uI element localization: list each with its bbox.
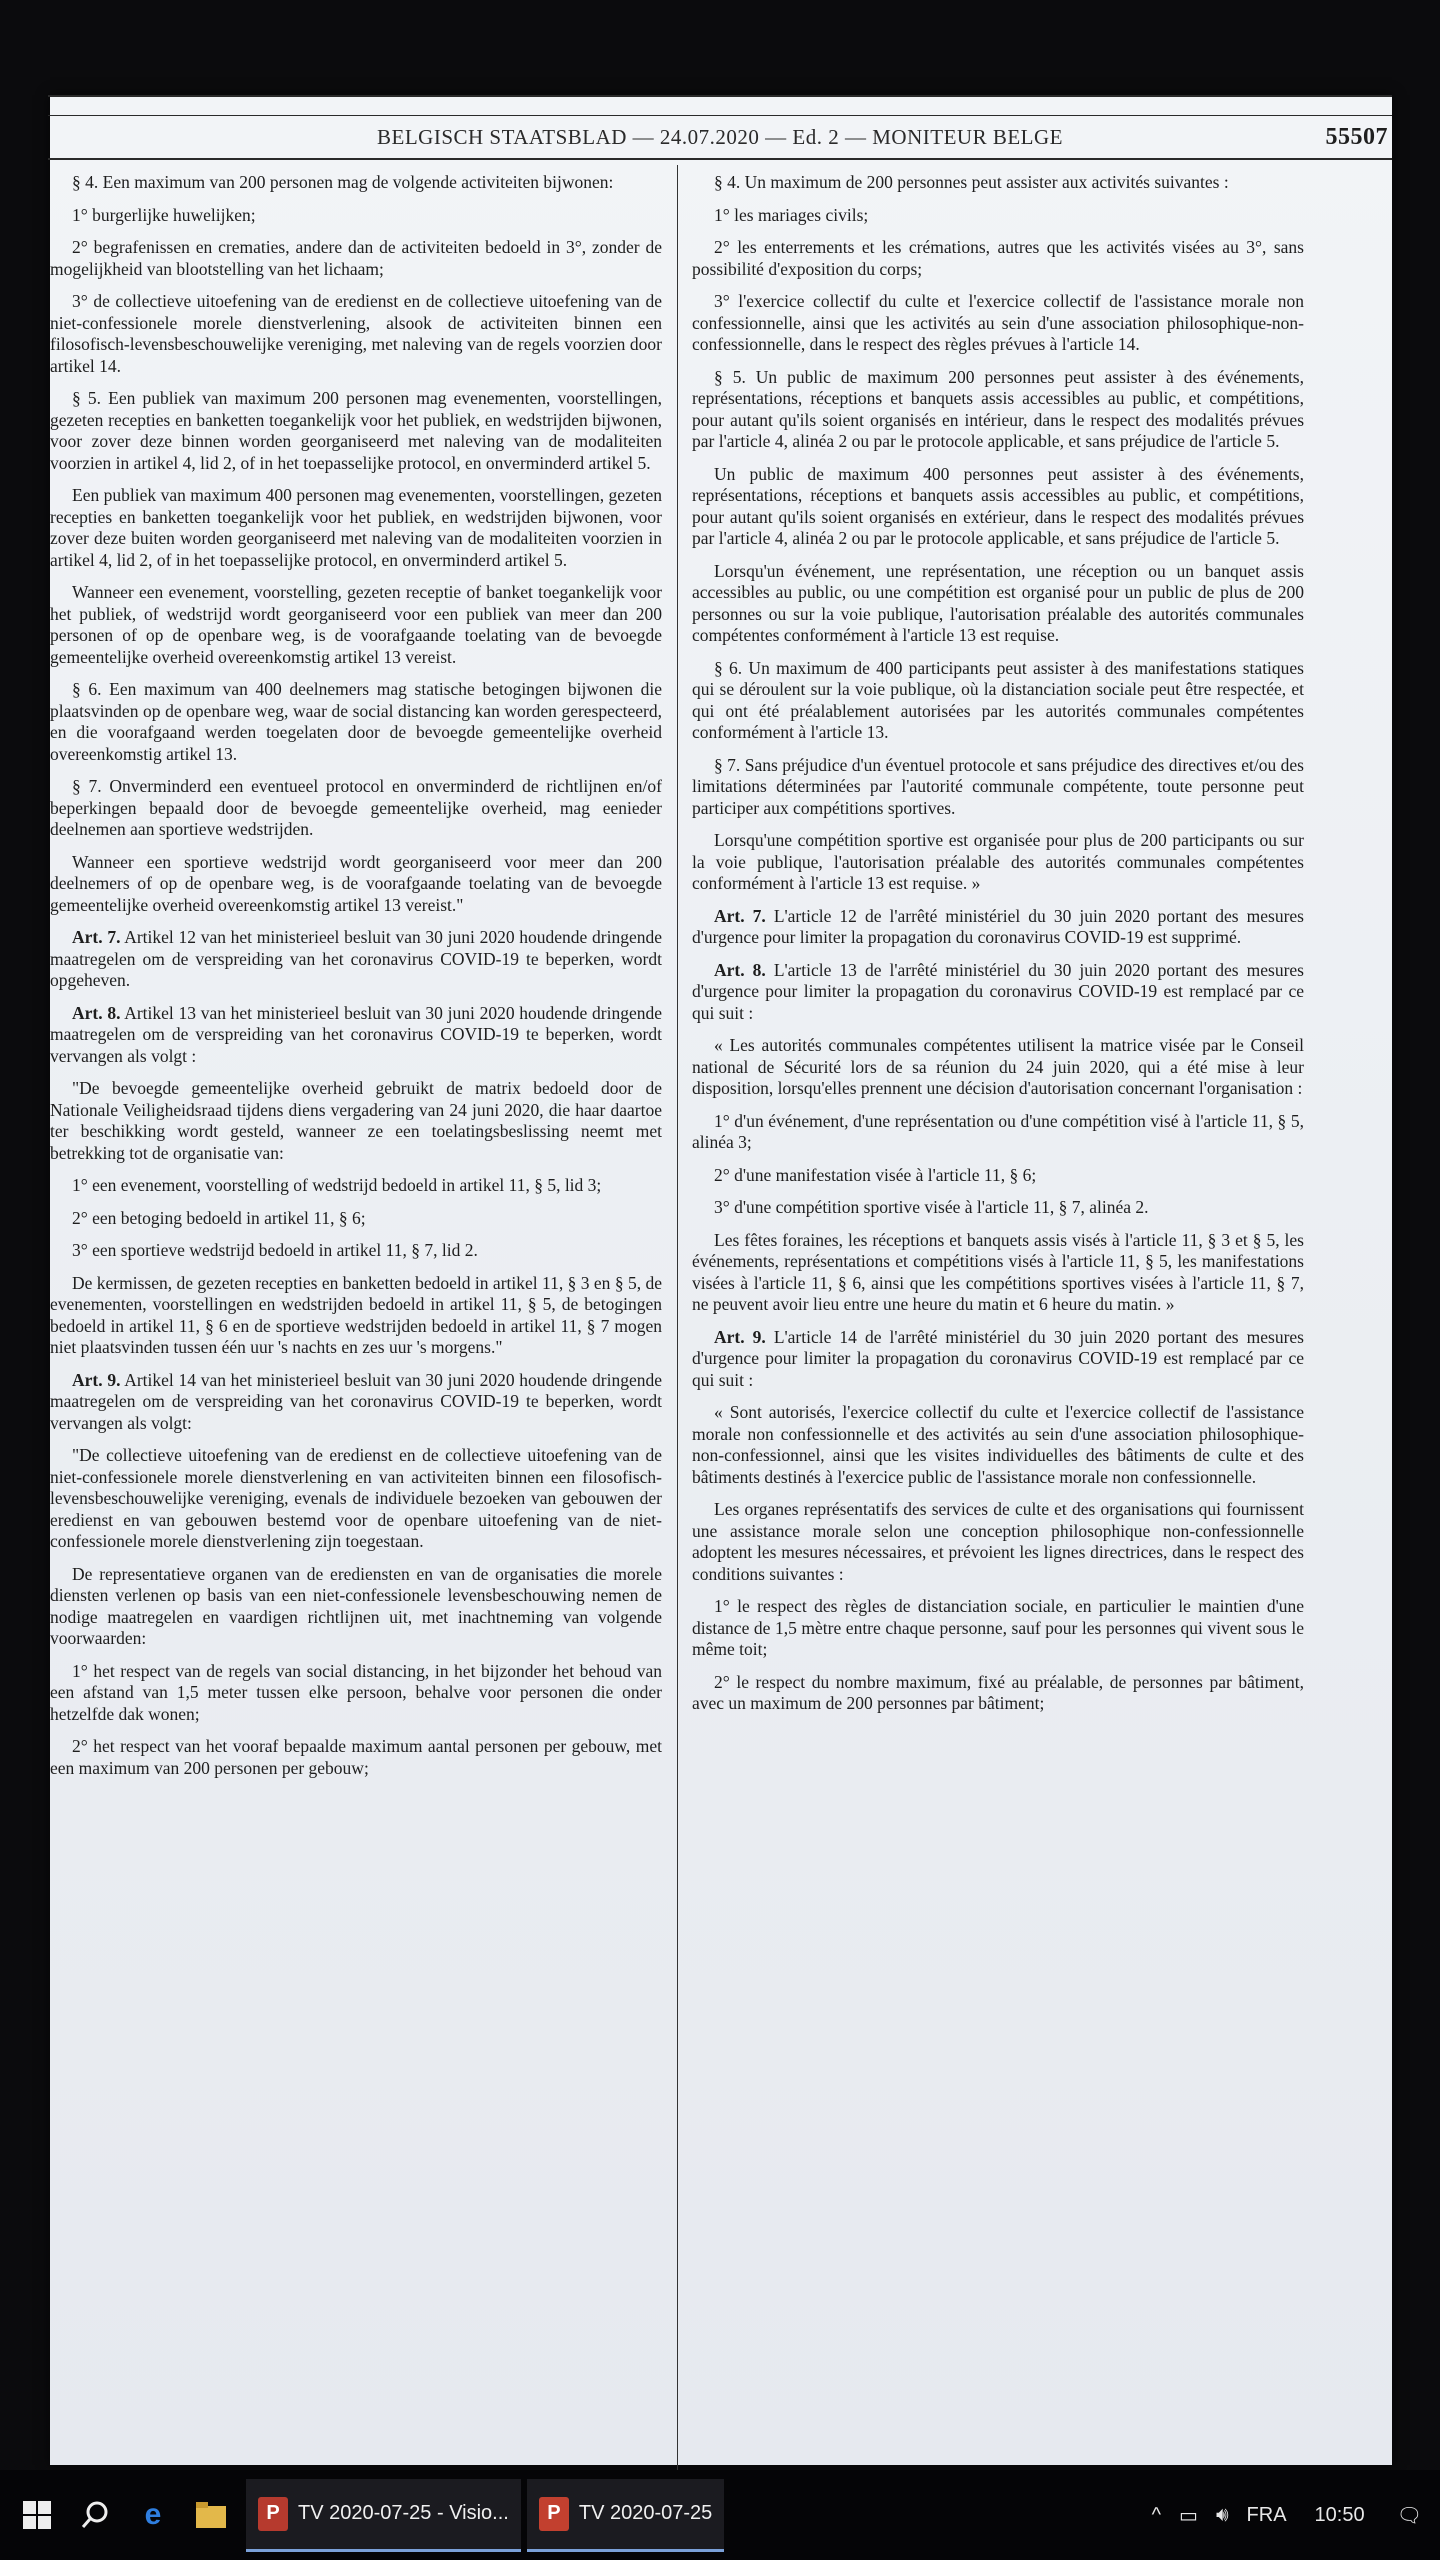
paragraph: 3° een sportieve wedstrijd bedoeld in artikel 11, § 7, lid 2.: [72, 1240, 478, 1260]
paragraph: Wanneer een evenement, voorstelling, gezeten receptie of banket toegankelijk voor het publiek, of wedstrijd wordt georganiseerd voor een publiek van meer dan 200 personen of op de openbare weg, is de voorafgaande toelating van de bevoegde gemeentelijke overheid overeenkomstig artikel 13 vereist.: [50, 582, 662, 667]
notification-icon[interactable]: 🗨︎: [1396, 2504, 1422, 2527]
paragraph: « Les autorités communales compétentes utilisent la matrice visée par le Conseil national de Sécurité lors de sa réunion du 24 juin 2020, qui a été mise à leur disposition, lorsqu'elles prennent une décision d'autorisation concernant l'organisation :: [692, 1035, 1304, 1098]
windows-start-icon[interactable]: [8, 2486, 66, 2544]
taskbar-app-button[interactable]: [246, 2479, 521, 2552]
paragraph: § 6. Een maximum van 400 deelnemers mag statische betogingen bijwonen die plaatsvinden op de openbare weg, waar de social distancing kan worden gerespecteerd, en die voorafgaand werden toegelaten door de bevoegde gemeentelijke overheid overeenkomstig artikel 13.: [50, 679, 662, 764]
paragraph: Lorsqu'une compétition sportive est organisée pour plus de 200 participants ou sur la voie publique, l'autorisation préalable des autorités communales compétentes conformément à l'article 13 est requise. »: [692, 830, 1304, 893]
paragraph: Un public de maximum 400 personnes peut assister à des événements, représentations, réceptions et banquets assis accessibles au public, et compétitions, pour autant qu'ils soient organisés en extérieur, dans le respect des modalités prévues par l'article 4, alinéa 2 ou par le protocole applicable, et sans préjudice de l'article 5.: [692, 463, 1304, 548]
app-label: TV 2020-07-25 - Visio...: [298, 2502, 509, 2524]
paragraph: 3° de collectieve uitoefening van de eredienst en de collectieve uitoefening van de niet-confessionele morele dienstverlening, alsook de activiteiten binnen een filosofisch-levensbeschouwelijke vereniging, met naleving van de regels voorzien door artikel 14.: [50, 291, 662, 376]
volume-icon[interactable]: 🔊︎: [1215, 2503, 1229, 2526]
paragraph: 3° d'une compétition sportive visée à l'article 11, § 7, alinéa 2.: [714, 1197, 1149, 1217]
paragraph: Art. 7. L'article 12 de l'arrêté ministériel du 30 juin 2020 portant des mesures d'urgence pour limiter la propagation du coronavirus COVID-19 est supprimé.: [692, 905, 1304, 947]
paragraph: 3° l'exercice collectif du culte et l'exercice collectif de l'assistance morale non confessionnelle, ainsi que les activités au sein d'une association philosophique-non-confessionnelle, dans le respect des règles prévues à l'article 14.: [692, 291, 1304, 354]
french-column: [692, 172, 1304, 1726]
taskbar-app-button[interactable]: [527, 2479, 724, 2552]
app-label: TV 2020-07-25: [578, 2502, 713, 2524]
paragraph: Een publiek van maximum 400 personen mag evenementen, voorstellingen, gezeten recepties en banketten toegankelijk voor het publiek, en wedstrijden bijwonen, voor zover deze buiten worden georganiseerd met naleving van de modaliteiten voorzien in artikel 4, lid 2, of in het toepasselijke protocol, en onverminderd artikel 5.: [50, 485, 662, 570]
language-indicator[interactable]: FRA: [1246, 2503, 1287, 2526]
file-explorer-icon[interactable]: [182, 2486, 240, 2544]
header-title: BELGISCH STAATSBLAD — 24.07.2020 — Ed. 2 — MONITEUR BELGE: [377, 124, 1063, 149]
paragraph: 1° le respect des règles de distanciation sociale, en particulier le maintien d'une distance de 1,5 mètre entre chaque personne, sauf pour les personnes qui vivent sous le même toit;: [692, 1596, 1304, 1659]
column-separator: [677, 165, 678, 2525]
paragraph: Art. 7. Artikel 12 van het ministerieel besluit van 30 juni 2020 houdende dringende maatregelen om de verspreiding van het coronavirus COVID-19 te beperken, wordt opgeheven.: [50, 927, 663, 990]
paragraph: 1° burgerlijke huwelijken;: [72, 204, 256, 225]
paragraph: Les fêtes foraines, les réceptions et banquets assis visés à l'article 11, § 3 et § 5, les événements, représentations et compétitions visés à l'article 11, § 5, les manifestations visées à l'article 11, § 6, ainsi que les compétitions sportives visées à l'article 11, § 7, ne peuvent avoir lieu entre une heure du matin et 6 heure du matin. »: [692, 1229, 1304, 1314]
paragraph: Art. 8. L'article 13 de l'arrêté ministériel du 30 juin 2020 portant des mesures d'urgence pour limiter la propagation du coronavirus COVID-19 est remplacé par ce qui suit :: [692, 959, 1304, 1023]
paragraph: § 5. Un public de maximum 200 personnes peut assister à des événements, représentations, réceptions et banquets assis accessibles au public, et compétitions, pour autant qu'ils soient organisés en intérieur, dans le respect des modalités prévues par l'article 4, alinéa 2 ou par le protocole applicable, et sans préjudice de l'article 5.: [692, 366, 1304, 451]
edge-browser-icon[interactable]: e: [144, 2498, 162, 2531]
paragraph: § 7. Sans préjudice d'un éventuel protocole et sans préjudice des directives et/ou des limitations déterminées par l'autorité communale compétente, toute personne peut participer aux compétitions sportives.: [692, 754, 1304, 818]
paragraph: 2° begrafenissen en crematies, andere dan de activiteiten bedoeld in 3°, zonder de mogelijkheid van blootstelling van het lichaam;: [50, 237, 662, 279]
network-icon[interactable]: ▭: [1179, 2504, 1198, 2527]
app-icon: P: [539, 2497, 569, 2531]
dutch-column: [50, 172, 662, 1790]
paragraph: Art. 8. Artikel 13 van het ministerieel besluit van 30 juni 2020 houdende dringende maatregelen om de verspreiding van het coronavirus COVID-19 te beperken, wordt vervangen als volgt :: [50, 1002, 663, 1066]
top-rule: [48, 95, 1392, 97]
paragraph: "De collectieve uitoefening van de eredienst en de collectieve uitoefening van de niet-confessionele morele dienstverlening en van activiteiten binnen een filosofisch-levensbeschouwelijke vereniging, evenals de individuele bezoeken van gebouwen der eredienst en van gebouwen bestemd voor de openbare uitoefening van de niet-confessionele morele dienstverlening zijn toegestaan.: [50, 1445, 662, 1551]
app-icon: P: [258, 2497, 288, 2531]
search-icon[interactable]: [66, 2486, 124, 2544]
paragraph: § 7. Onverminderd een eventueel protocol en onverminderd de richtlijnen en/of beperkingen bepaald door de bevoegde gemeentelijke overheid, mag eenieder deelnemen aan sportieve wedstrijden.: [50, 776, 662, 839]
paragraph: 1° les mariages civils;: [714, 204, 869, 225]
paragraph: 1° het respect van de regels van social distancing, in het bijzonder het behoud van een afstand van 1,5 meter tussen elke persoon, behalve voor personen die onder hetzelfde dak wonen;: [50, 1660, 662, 1724]
top-rule-thin: [48, 115, 1392, 116]
page-number: 55507: [1325, 123, 1388, 150]
header-rule: [48, 158, 1392, 160]
clock[interactable]: 10:50: [1314, 2503, 1365, 2526]
tray-chevron-icon[interactable]: ^: [1151, 2503, 1162, 2526]
paragraph: « Sont autorisés, l'exercice collectif du culte et l'exercice collectif de l'assistance morale non confessionnelle et des activités au sein d'une association philosophique-non-confessionnel, ainsi que les visites individuelles des bâtiments de culte et des bâtiments destinés à l'exercice public de l'assistance morale non confessionnelle.: [692, 1402, 1304, 1487]
paragraph: 1° een evenement, voorstelling of wedstrijd bedoeld in artikel 11, § 5, lid 3;: [72, 1175, 602, 1195]
paragraph: De representatieve organen van de erediensten en van de organisaties die morele diensten verlenen op basis van een niet-confessionele levensbeschouwing nemen de nodige maatregelen en vaardigen richtlijnen uit, met inachtneming van volgende voorwaarden:: [50, 1563, 662, 1648]
page-header: [48, 118, 1392, 156]
paragraph: De kermissen, de gezeten recepties en banketten bedoeld in artikel 11, § 3 en § 5, de evenementen, voorstellingen en wedstrijden bedoeld in artikel 11, § 5, de betogingen bedoeld in artikel 11, § 6 en de sportieve wedstrijden bedoeld in artikel 11, § 7 mogen niet plaatsvinden tussen één uur 's nachts en zes uur 's morgens.": [50, 1272, 662, 1357]
paragraph: Lorsqu'un événement, une représentation, une réception ou un banquet assis accessibles au public, ou une compétition est organisé pour un public de plus de 200 personnes ou sur la voie publique, l'autorisation préalable des autorités communales compétentes conformément à l'article 13 est requise.: [692, 560, 1304, 645]
paragraph: 2° d'une manifestation visée à l'article 11, § 6;: [714, 1164, 1037, 1185]
paragraph: § 4. Een maximum van 200 personen mag de volgende activiteiten bijwonen:: [72, 172, 614, 192]
paragraph: "De bevoegde gemeentelijke overheid gebruikt de matrix bedoeld door de Nationale Veiligheidsraad tijdens diens vergadering van 24 juni 2020, die haar daartoe ter beschikking wordt gesteld, wanneer ze een toelatingsbeslissing neemt met betrekking tot de organisatie van:: [50, 1078, 662, 1163]
paragraph: Art. 9. L'article 14 de l'arrêté ministériel du 30 juin 2020 portant des mesures d'urgence pour limiter la propagation du coronavirus COVID-19 est remplacé par ce qui suit :: [692, 1326, 1304, 1390]
paragraph: Art. 9. Artikel 14 van het ministerieel besluit van 30 juni 2020 houdende dringende maatregelen om de verspreiding van het coronavirus COVID-19 te beperken, wordt vervangen als volgt:: [50, 1369, 663, 1433]
paragraph: § 4. Un maximum de 200 personnes peut assister aux activités suivantes :: [714, 172, 1229, 192]
paragraph: 2° het respect van het vooraf bepaalde maximum aantal personen per gebouw, met een maximum van 200 personen per gebouw;: [50, 1736, 662, 1778]
system-tray: [1152, 2503, 1440, 2528]
paragraph: 1° d'un événement, d'une représentation ou d'une compétition visé à l'article 11, § 5, alinéa 3;: [692, 1110, 1304, 1152]
paragraph: § 6. Un maximum de 400 participants peut assister à des manifestations statiques qui se déroulent sur la voie publique, où la distanciation sociale peut être respectée, et qui ont été préalablement autorisées par les autorités communales compétentes conformément à l'article 13.: [692, 657, 1304, 742]
paragraph: Wanneer een sportieve wedstrijd wordt georganiseerd voor meer dan 200 deelnemers of op de openbare weg, is de voorafgaande toelating van de bevoegde gemeentelijke overheid overeenkomstig artikel 13 vereist.": [50, 851, 662, 915]
taskbar-apps: [240, 2479, 724, 2552]
paragraph: Les organes représentatifs des services de culte et des organisations qui fournissent une assistance morale selon une conception philosophique non-confessionnelle adoptent les mesures nécessaires, et prévoient les lignes directrices, dans le respect des conditions suivantes :: [692, 1499, 1304, 1584]
paragraph: 2° les enterrements et les crémations, autres que les activités visées au 3°, sans possibilité d'exposition du corps;: [692, 237, 1304, 279]
paragraph: 2° een betoging bedoeld in artikel 11, § 6;: [72, 1207, 366, 1228]
paragraph: § 5. Een publiek van maximum 200 personen mag evenementen, voorstellingen, gezeten recepties en banketten toegankelijk voor het publiek, en wedstrijden bijwonen, voor zover deze binnen worden georganiseerd met naleving van de modaliteiten voorzien in artikel 4, lid 2, of in het toepasselijke protocol, en onverminderd artikel 5.: [50, 388, 662, 473]
taskbar: [0, 2470, 1440, 2560]
paragraph: 2° le respect du nombre maximum, fixé au préalable, de personnes par bâtiment, avec un maximum de 200 personnes par bâtiment;: [692, 1671, 1304, 1713]
